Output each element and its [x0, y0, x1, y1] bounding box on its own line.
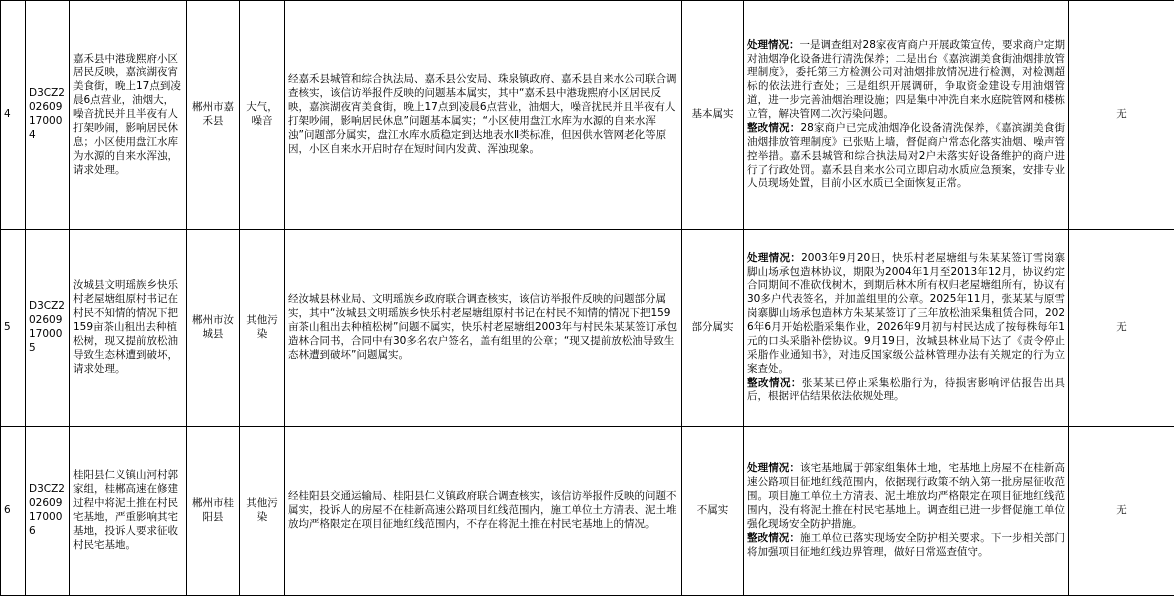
handling-and-rectification — [744, 427, 1069, 596]
case-code: D3CZ202609170006 — [26, 427, 70, 596]
handling-text: 该宅基地属于郭家组集体土地，宅基地上房屋不在桂新高速公路项目征地红线范围内，依据现行政策不纳入第一批房屋征收范围。项目施工单位土方清表、泥土堆放均严格限定在项目征地红线范围内，没有将泥土推在村民宅基地上。调查组已进一步督促施工单位强化现场安全防护措施。 — [747, 462, 1065, 529]
rectification-label: 整改情况： — [747, 377, 802, 389]
table-row — [1, 427, 1174, 596]
accountability-note: 无 — [1069, 427, 1174, 596]
pollution-type: 其他污染 — [240, 230, 285, 427]
investigation-finding: 经汝城县林业局、文明瑶族乡政府联合调查核实，该信访举报件反映的问题部分属实，其中“汝城县文明瑶族乡快乐村老屋塘组原村书记在村民不知情的情况下把159亩茶山租出去种植松树”问题不属实，快乐村老屋塘组2003年与村民朱某某签订承包造林合同书，合同中有30多名农户签名，盖有组里的公章；“现又提前放松油导致生态林遭到破坏”问题属实。 — [285, 230, 682, 427]
handling-label: 处理情况： — [747, 252, 801, 264]
handling-label: 处理情况： — [747, 39, 800, 51]
table-row — [1, 230, 1174, 427]
rectification-paragraph — [747, 122, 1065, 191]
pollution-type: 其他污染 — [240, 427, 285, 596]
handling-label: 处理情况： — [747, 462, 800, 474]
complaint-content: 嘉禾县中港珑熙府小区居民反映，嘉滨湖夜宵美食街，晚上17点到凌晨6点营业，油烟大，噪音扰民并且半夜有人打架吵闹，影响居民休息；小区使用盘江水库为水源的自来水浑浊，请求处理。 — [70, 1, 187, 230]
handling-text: 一是调查组对28家夜宵商户开展政策宣传，要求商户定期对油烟净化设备进行清洗保养；二是出台《嘉滨湖美食街油烟排放管理制度》，委托第三方检测公司对油烟排放情况进行检测，对检测超标的依法进行查处；三是组织开展调研，争取资金建设专用油烟管道，进一步完善油烟治理设施；四是集中冲洗自来水庭院管网和楼栋立管，解决管网二次污染问题。 — [747, 39, 1065, 120]
investigation-finding: 经嘉禾县城管和综合执法局、嘉禾县公安局、珠泉镇政府、嘉禾县自来水公司联合调查核实，该信访举报件反映的问题基本属实，其中“嘉禾县中港珑熙府小区居民反映，嘉滨湖夜宵美食街，晚上17点到凌晨6点营业，油烟大，噪音扰民并且半夜有人打架吵闹，影响居民休息”问题基本属实；“小区使用盘江水库为水源的自来水浑浊”问题部分属实，盘江水库水质稳定到达地表水Ⅱ类标准，但因供水管网老化等原因，小区自来水开启时存在短时间内发黄、浑浊现象。 — [285, 1, 682, 230]
rectification-label: 整改情况： — [747, 532, 800, 544]
accountability-note: 无 — [1069, 230, 1174, 427]
handling-paragraph — [747, 252, 1065, 377]
rectification-text: 施工单位已落实现场安全防护相关要求。下一步相关部门将加强项目征地红线边界管理，做好日常巡查值守。 — [747, 532, 1065, 558]
case-code: D3CZ202609170005 — [26, 230, 70, 427]
row-number: 4 — [1, 1, 26, 230]
rectification-text: 28家商户已完成油烟净化设备清洗保养，《嘉滨湖美食街油烟排放管理制度》已张贴上墙，督促商户常态化落实油烟、噪声管控举措。嘉禾县城管和综合执法局对2户未落实好设备维护的商户进行了行政处罚。嘉禾县自来水公司立即启动水质应急预案，安排专业人员现场处置，目前小区水质已全面恢复正常。 — [747, 122, 1065, 189]
row-number: 6 — [1, 427, 26, 596]
rectification-paragraph — [747, 532, 1065, 560]
complaint-content: 桂阳县仁义镇山河村郭家组，桂郴高速在修建过程中将泥土推在村民宅基地，严重影响其宅基地，投诉人要求征收村民宅基地。 — [70, 427, 187, 596]
administrative-area: 郴州市汝城县 — [187, 230, 240, 427]
administrative-area: 郴州市桂阳县 — [187, 427, 240, 596]
handling-and-rectification — [744, 1, 1069, 230]
complaint-content: 汝城县文明瑶族乡快乐村老屋塘组原村书记在村民不知情的情况下把159亩茶山租出去种植松树，现又提前放松油导致生态林遭到破坏，请求处理。 — [70, 230, 187, 427]
handling-paragraph — [747, 39, 1065, 122]
case-code: D3CZ202609170004 — [26, 1, 70, 230]
accountability-note: 无 — [1069, 1, 1174, 230]
administrative-area: 郴州市嘉禾县 — [187, 1, 240, 230]
pollution-type: 大气，噪音 — [240, 1, 285, 230]
row-number: 5 — [1, 230, 26, 427]
rectification-text: 张某某已停止采集松脂行为，待损害影响评估报告出具后，根据评估结果依法依规处理。 — [747, 377, 1065, 403]
handling-paragraph — [747, 462, 1065, 531]
handling-text: 2003年9月20日，快乐村老屋塘组与朱某某签订雪岗寨脚山场承包造林协议，期限为2004年1月至2013年12月，协议约定合同期间不准砍伐树木，到期后林木所有权归老屋塘组所有，协议有30多户代表签名，并加盖组里的公章。2025年11月，张某某与原雪岗寨脚山场承包造林方朱某某签订了三年放松油采集租赁合同，2026年6月开始松脂采集作业，2026年9月初与村民达成了按每株每年1元的口头采脂补偿协议。9月19日，汝城县林业局下达了《责令停止采脂作业通知书》，对违反国家级公益林管理办法有关规定的行为立案查处。 — [747, 252, 1065, 375]
verification-verdict: 部分属实 — [682, 230, 744, 427]
rectification-label: 整改情况： — [747, 122, 800, 134]
verification-verdict: 不属实 — [682, 427, 744, 596]
handling-and-rectification — [744, 230, 1069, 427]
rectification-paragraph — [747, 377, 1065, 405]
verification-verdict: 基本属实 — [682, 1, 744, 230]
table-row — [1, 1, 1174, 230]
investigation-finding: 经桂阳县交通运输局、桂阳县仁义镇政府联合调查核实，该信访举报件反映的问题不属实，投诉人的房屋不在桂新高速公路项目红线范围内，施工单位土方清表、泥土堆放均严格限定在项目征地红线范围内，不存在将泥土推在村民宅基地上的情况。 — [285, 427, 682, 596]
